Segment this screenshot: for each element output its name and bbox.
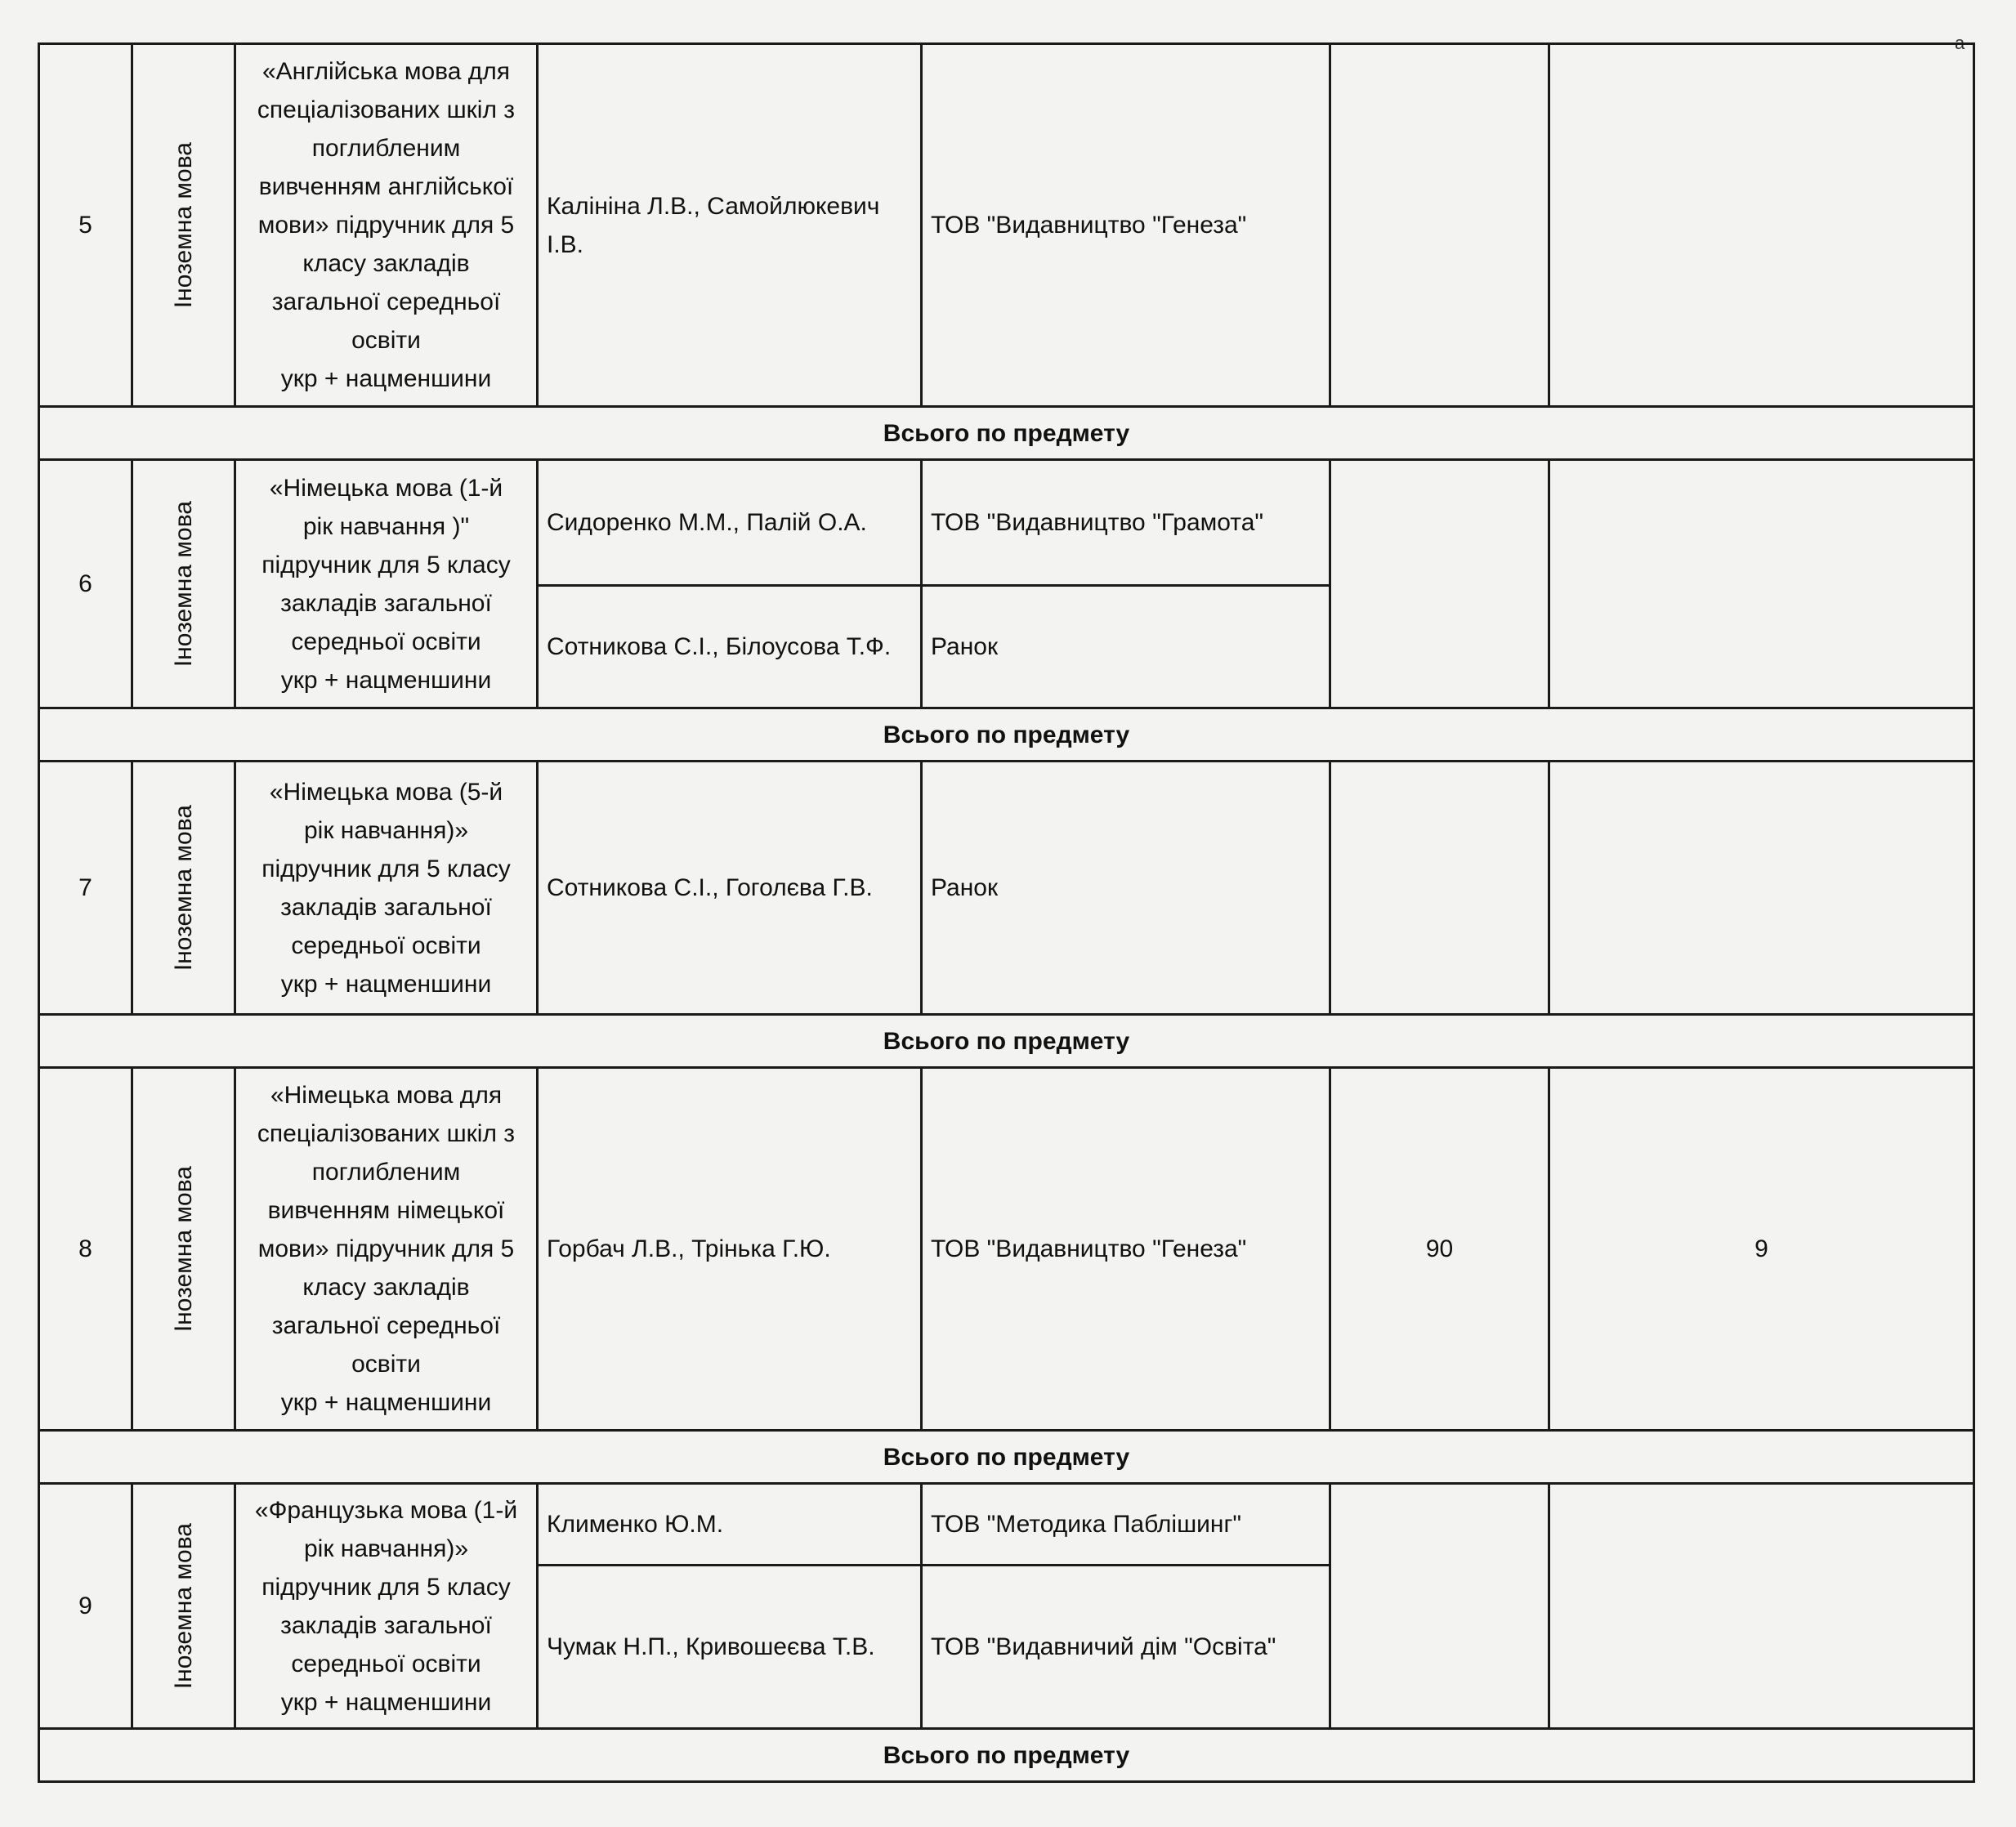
table-row-6 — [39, 460, 1974, 586]
row-number: 8 — [39, 1068, 132, 1431]
authors-cell: Чумак Н.П., Кривошеєва Т.В. — [538, 1566, 922, 1729]
subject-cell — [132, 1068, 235, 1431]
subject-label: Іноземна мова — [170, 1165, 197, 1333]
total-label: Всього по предмету — [39, 407, 1974, 460]
row-number: 5 — [39, 44, 132, 407]
qty-books-cell — [1549, 762, 1974, 1015]
subject-cell — [132, 1484, 235, 1729]
subject-cell — [132, 44, 235, 407]
publisher-cell: ТОВ "Видавничий дім "Освіта" — [922, 1566, 1330, 1729]
total-label: Всього по предмету — [39, 708, 1974, 762]
authors-cell: Калініна Л.В., Самойлюкевич І.В. — [538, 44, 922, 407]
total-label: Всього по предмету — [39, 1431, 1974, 1484]
total-row — [39, 708, 1974, 762]
authors-cell: Горбач Л.В., Трінька Г.Ю. — [538, 1068, 922, 1431]
total-row — [39, 1015, 1974, 1068]
authors-cell: Клименко Ю.М. — [538, 1484, 922, 1566]
table-row-7 — [39, 762, 1974, 1015]
qty-students-cell — [1330, 1484, 1549, 1729]
row-number: 6 — [39, 460, 132, 708]
textbook-title: «Німецька мова (1-й рік навчання )" підручник для 5 класу закладів загальної середньої освіти укр + нацменшини — [235, 460, 538, 708]
qty-students-cell — [1330, 44, 1549, 407]
table-row-9 — [39, 1484, 1974, 1566]
textbook-table — [38, 42, 1975, 1783]
subject-label: Іноземна мова — [170, 141, 197, 309]
textbook-title: «Німецька мова для спеціалізованих шкіл з поглибленим вивченням німецької мови» підручник для 5 класу закладів загальної середньої освіти укр + нацменшини — [235, 1068, 538, 1431]
subject-label: Іноземна мова — [170, 500, 197, 668]
total-label: Всього по предмету — [39, 1729, 1974, 1782]
total-label: Всього по предмету — [39, 1015, 1974, 1068]
row-number: 9 — [39, 1484, 132, 1729]
subject-label: Іноземна мова — [170, 1522, 197, 1690]
qty-students-cell — [1330, 762, 1549, 1015]
qty-students-cell — [1330, 460, 1549, 708]
total-row — [39, 1729, 1974, 1782]
total-row — [39, 1431, 1974, 1484]
publisher-cell: ТОВ "Методика Паблішинг" — [922, 1484, 1330, 1566]
textbook-title: «Німецька мова (5-й рік навчання)» підручник для 5 класу закладів загальної середньої освіти укр + нацменшини — [235, 762, 538, 1015]
publisher-cell: ТОВ "Видавництво "Грамота" — [922, 460, 1330, 586]
row-number: 7 — [39, 762, 132, 1015]
authors-cell: Сотникова С.І., Білоусова Т.Ф. — [538, 586, 922, 708]
table-row-5 — [39, 44, 1974, 407]
qty-students-cell: 90 — [1330, 1068, 1549, 1431]
qty-books-cell: 9 — [1549, 1068, 1974, 1431]
qty-books-cell — [1549, 1484, 1974, 1729]
page-mark: а — [1955, 33, 1965, 53]
table-row-8 — [39, 1068, 1974, 1431]
publisher-cell: Ранок — [922, 762, 1330, 1015]
qty-books-cell — [1549, 460, 1974, 708]
publisher-cell: ТОВ "Видавництво "Генеза" — [922, 1068, 1330, 1431]
total-row — [39, 407, 1974, 460]
textbook-title: «Англійська мова для спеціалізованих шкіл з поглибленим вивченням англійської мови» підручник для 5 класу закладів загальної середньої освіти укр + нацменшини — [235, 44, 538, 407]
subject-cell — [132, 762, 235, 1015]
publisher-cell: ТОВ "Видавництво "Генеза" — [922, 44, 1330, 407]
authors-cell: Сидоренко М.М., Палій О.А. — [538, 460, 922, 586]
qty-books-cell — [1549, 44, 1974, 407]
textbook-title: «Французька мова (1-й рік навчання)» підручник для 5 класу закладів загальної середньої освіти укр + нацменшини — [235, 1484, 538, 1729]
subject-label: Іноземна мова — [170, 804, 197, 972]
subject-cell — [132, 460, 235, 708]
publisher-cell: Ранок — [922, 586, 1330, 708]
authors-cell: Сотникова С.І., Гоголєва Г.В. — [538, 762, 922, 1015]
